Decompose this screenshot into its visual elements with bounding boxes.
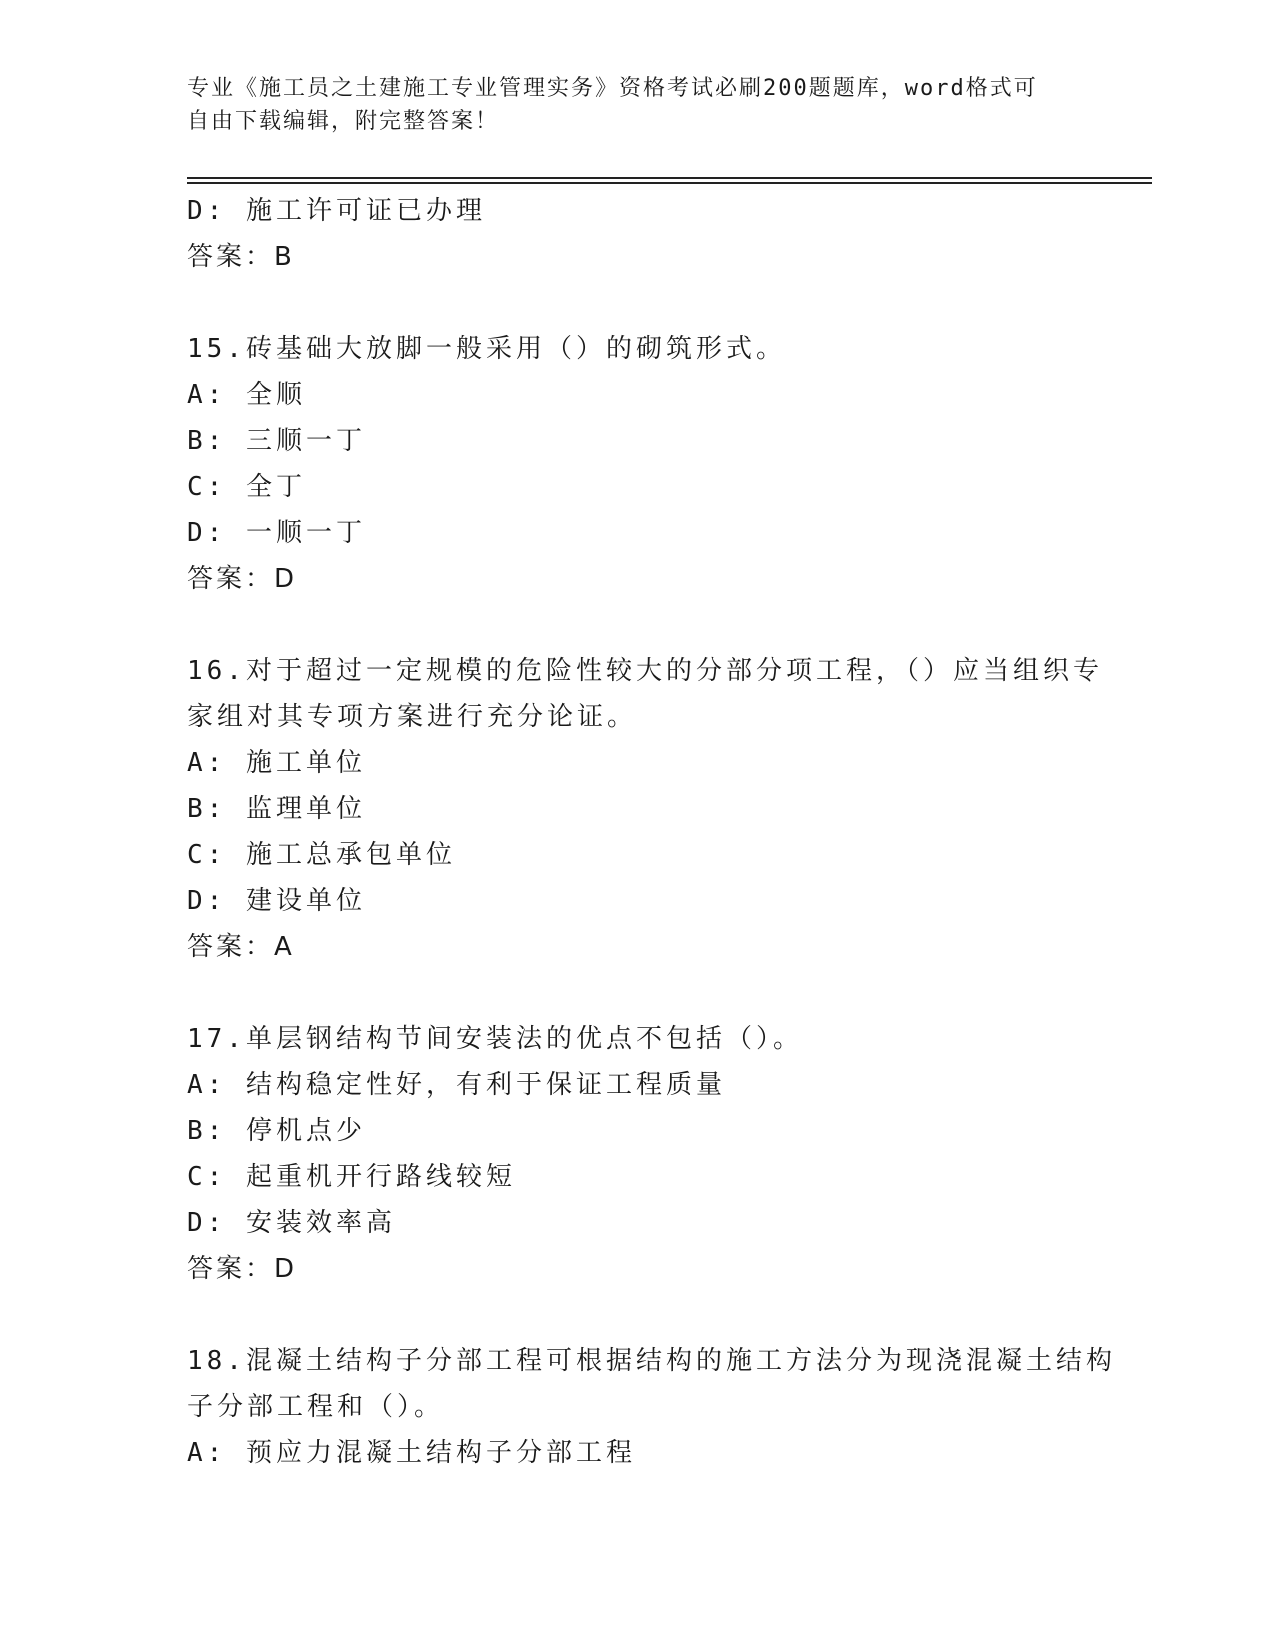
header-line-2: 自由下载编辑，附完整答案！ bbox=[187, 109, 500, 134]
q17-answer: 答案：D bbox=[187, 1254, 298, 1284]
q16-option-d: D: 建设单位 bbox=[187, 886, 366, 916]
q15-option-b: B: 三顺一丁 bbox=[187, 426, 366, 456]
q15-option-d: D: 一顺一丁 bbox=[187, 518, 366, 548]
q17-option-d: D: 安装效率高 bbox=[187, 1208, 396, 1238]
q16-stem-line-1: 16.对于超过一定规模的危险性较大的分部分项工程，（）应当组织专 bbox=[187, 656, 1103, 686]
spacer bbox=[187, 1292, 1087, 1338]
q16-answer: 答案：A bbox=[187, 932, 295, 962]
header-divider-bottom bbox=[187, 182, 1152, 184]
prev-option-d: D: 施工许可证已办理 bbox=[187, 196, 486, 226]
document-header bbox=[187, 72, 1087, 138]
q17-stem: 17.单层钢结构节间安装法的优点不包括（）。 bbox=[187, 1024, 803, 1054]
q16-option-a: A: 施工单位 bbox=[187, 748, 366, 778]
q15-option-a: A: 全顺 bbox=[187, 380, 306, 410]
q18-option-a: A: 预应力混凝土结构子分部工程 bbox=[187, 1438, 636, 1468]
prev-answer: 答案：B bbox=[187, 242, 295, 272]
q15-answer: 答案：D bbox=[187, 564, 298, 594]
header-line-1: 专业《施工员之土建施工专业管理实务》资格考试必刷200题题库，word格式可 bbox=[187, 76, 1038, 101]
q18-stem-line-2: 子分部工程和（）。 bbox=[187, 1392, 445, 1422]
q15-stem: 15.砖基础大放脚一般采用（）的砌筑形式。 bbox=[187, 334, 786, 364]
q16-option-b: B: 监理单位 bbox=[187, 794, 366, 824]
spacer bbox=[187, 970, 1087, 1016]
q16-stem-line-2: 家组对其专项方案进行充分论证。 bbox=[187, 702, 638, 732]
q17-option-b: B: 停机点少 bbox=[187, 1116, 366, 1146]
q15-option-c: C: 全丁 bbox=[187, 472, 306, 502]
q18-stem-line-1: 18.混凝土结构子分部工程可根据结构的施工方法分为现浇混凝土结构 bbox=[187, 1346, 1116, 1376]
q17-option-a: A: 结构稳定性好，有利于保证工程质量 bbox=[187, 1070, 726, 1100]
q16-option-c: C: 施工总承包单位 bbox=[187, 840, 456, 870]
question-content bbox=[187, 188, 1116, 1476]
spacer bbox=[187, 280, 1087, 326]
header-divider-top bbox=[187, 177, 1152, 179]
spacer bbox=[187, 602, 1087, 648]
q17-option-c: C: 起重机开行路线较短 bbox=[187, 1162, 516, 1192]
